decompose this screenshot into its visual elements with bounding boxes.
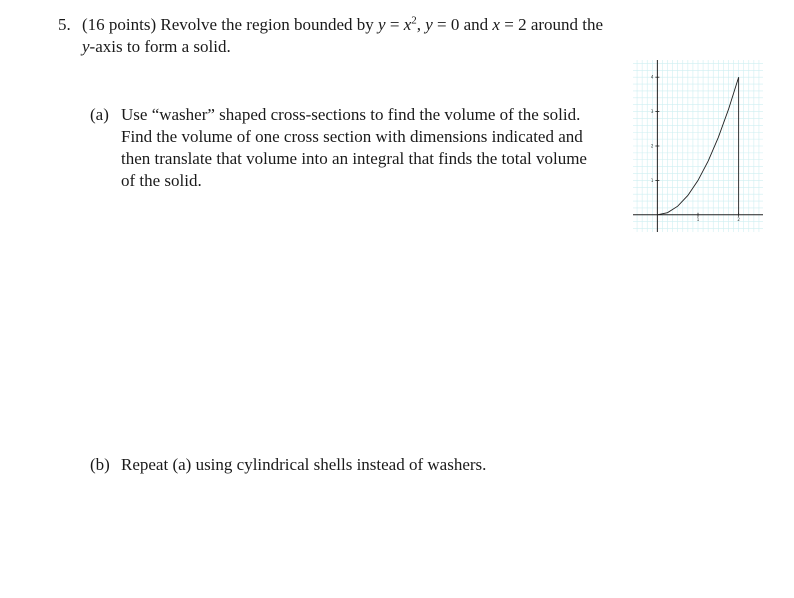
problem-text-1: Revolve the region bounded by xyxy=(160,15,374,34)
eq-2-lhs: y xyxy=(425,15,433,34)
y-tick-label-4: 4 xyxy=(650,74,654,80)
axis-variable: y xyxy=(82,37,90,56)
x-tick-label-2: 2 xyxy=(737,216,740,222)
problem-points: (16 points) xyxy=(82,15,157,34)
eq-1-lhs: y xyxy=(378,15,386,34)
eq-comma: , xyxy=(416,15,421,34)
eq-1-rhs-exp: 2 xyxy=(411,14,417,27)
eq-3-lhs: x xyxy=(492,15,500,34)
y-tick-label-1: 1 xyxy=(650,177,654,183)
problem-text-and: and xyxy=(463,15,489,34)
problem-statement xyxy=(58,14,738,58)
part-b xyxy=(90,454,690,476)
part-a-label: (a) xyxy=(90,105,109,124)
eq-2-equals: = xyxy=(437,15,447,34)
eq-3-rhs: 2 xyxy=(518,15,527,34)
region-graph xyxy=(633,60,763,232)
problem-text-3: -axis to form a solid. xyxy=(89,37,231,56)
eq-1-rhs-base: x xyxy=(403,15,412,34)
y-tick-label-2: 2 xyxy=(650,143,654,149)
part-b-text: Repeat (a) using cylindrical shells instead of washers. xyxy=(121,455,487,474)
problem-text-2: around the xyxy=(530,15,604,34)
y-tick-label-3: 3 xyxy=(650,109,654,114)
eq-1-equals: = xyxy=(389,15,400,34)
eq-2-rhs: 0 xyxy=(450,15,460,34)
part-a xyxy=(90,104,600,192)
problem-number: 5. xyxy=(58,15,71,34)
part-a-text: Use “washer” shaped cross-sections to find the volume of the solid. Find the volume of one cross section with dimensions indicated and then translate that volume into an integral that finds the total volume of the solid. xyxy=(121,105,587,190)
eq-3-equals: = xyxy=(504,15,514,34)
x-tick-label-1: 1 xyxy=(696,216,700,222)
part-b-label: (b) xyxy=(90,455,110,474)
